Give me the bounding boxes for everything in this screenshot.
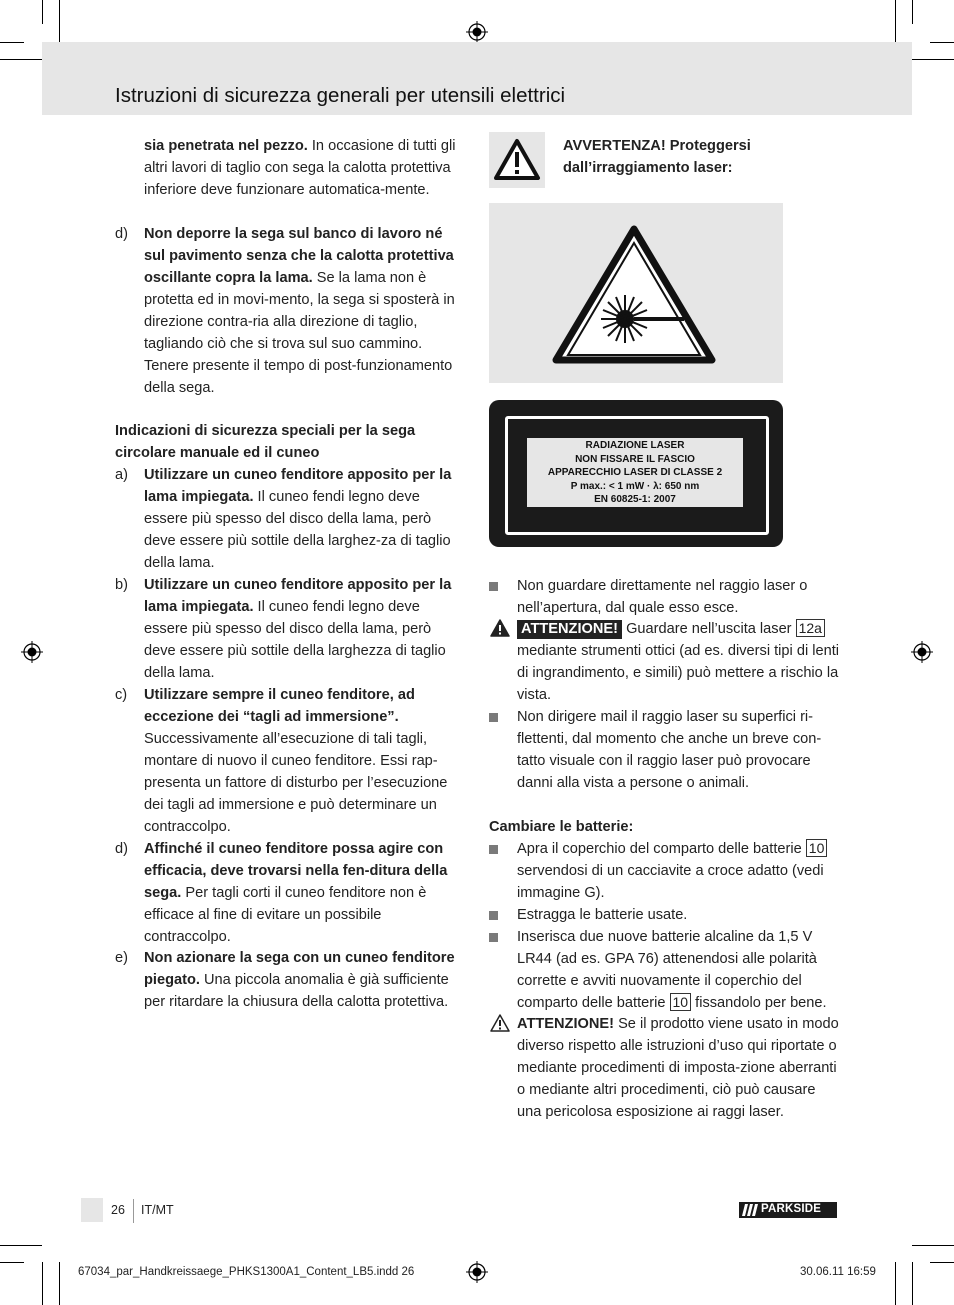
item-c — [144, 684, 466, 838]
item-text: Il cuneo fendi legno deve essere più spesso del disco della lama, però deve essere più sottile della larghez-za di taglio della lama. — [144, 489, 451, 571]
warning-heading: AVVERTENZA! Proteggersi dall’irraggiamento laser: — [563, 138, 751, 176]
laser-label-line: NON FISSARE IL FASCIO — [575, 453, 695, 465]
crop-mark — [42, 1262, 43, 1305]
laser-label-line: RADIAZIONE LASER — [585, 440, 685, 451]
item-bold: Affinché il cuneo fenditore possa agire con efficacia, deve trovarsi nella fen-ditura della sega. — [144, 841, 448, 901]
laser-bullet-2: Non dirigere mail il raggio laser su superfici ri-flettenti, dal momento che anche un breve con-tatto visuale con il raggio laser può provocare danni alla vista a persone o animali. — [517, 709, 822, 791]
warning-triangle-icon — [489, 132, 545, 188]
attention-paragraph-2 — [517, 1013, 839, 1123]
crop-mark — [0, 59, 42, 60]
laser-label-line: P max.: < 1 mW · λ: 650 nm — [570, 480, 700, 492]
intro-text: In occasione di tutti gli altri lavori di taglio con sega la calotta protettiva inferiore deve funzionare automatica-mente. — [144, 138, 456, 198]
laser-label-line: APPARECCHIO LASER DI CLASSE 2 — [547, 467, 723, 478]
attention-bold: ATTENZIONE! — [517, 1016, 615, 1032]
crop-mark — [930, 1262, 954, 1263]
item-bold: Utilizzare sempre il cuneo fenditore, ad eccezione dei “tagli ad immersione”. — [144, 687, 415, 725]
bullet-marker — [489, 713, 498, 722]
bullet-marker — [489, 582, 498, 591]
section-heading: Indicazioni di sicurezza speciali per la sega circolare manuale ed il cuneo — [115, 423, 416, 461]
intro-paragraph — [144, 135, 466, 201]
battery-step-1 — [517, 838, 842, 904]
item-bold: Non azionare la sega con un cuneo fenditore piegato. — [144, 950, 455, 988]
item-b — [144, 574, 466, 684]
crop-mark — [59, 1262, 60, 1305]
warning-icon-box — [489, 132, 545, 188]
laser-hazard-panel — [489, 203, 783, 383]
item-label: c) — [115, 687, 128, 703]
laser-label-text-box — [527, 438, 743, 507]
item-text: Se la lama non è protetta ed in movi-mento, la sega si sposterà in direzione contra-ria alla direzione di taglio, tagliando ciò che si trova sul suo cammino. Tenere presente il tempo di post-funzionamento della sega. — [144, 270, 455, 396]
step-text: Inserisca due nuove batterie alcaline da 1,5 V LR44 (ad es. GPA 76) attenendosi alle polarità corrette e avviti nuovamente il coperchio del comparto delle batterie — [517, 929, 817, 1011]
item-a — [144, 464, 466, 574]
crop-mark — [912, 1245, 954, 1246]
language-code: IT/MT — [141, 1203, 174, 1217]
item-bold: Utilizzare un cuneo fenditore apposito per la lama impiegata. — [144, 467, 452, 505]
item-label: d) — [115, 226, 128, 242]
battery-step-2: Estragga le batterie usate. — [517, 907, 688, 923]
bullet-marker — [489, 933, 498, 942]
registration-mark-icon — [466, 1261, 488, 1283]
item-d2 — [144, 838, 466, 948]
battery-step-3 — [517, 926, 842, 1014]
footer-divider — [133, 1199, 134, 1223]
part-ref: 10 — [670, 993, 692, 1011]
item-label: d) — [115, 841, 128, 857]
logo-stripes-icon — [742, 1204, 760, 1216]
laser-hazard-icon — [489, 203, 783, 383]
crop-mark — [59, 0, 60, 42]
item-label: b) — [115, 577, 128, 593]
laser-bullet-1: Non guardare direttamente nel raggio laser o nell’apertura, dal quale esso esce. — [517, 578, 808, 616]
intro-bold: sia penetrata nel pezzo. — [144, 138, 308, 154]
registration-mark-icon — [466, 21, 488, 43]
crop-mark — [930, 42, 954, 43]
step-text: fissandolo per bene. — [691, 995, 827, 1011]
laser-label-line: EN 60825-1: 2007 — [594, 494, 676, 505]
item-text: Il cuneo fendi legno deve essere più spesso del disco della lama, però deve essere più sottile della larghezza di taglio della lama. — [144, 599, 446, 681]
crop-mark — [0, 1262, 24, 1263]
attention-paragraph-1 — [517, 618, 842, 706]
bullet-marker — [489, 845, 498, 854]
crop-mark — [895, 0, 896, 42]
batteries-heading: Cambiare le batterie: — [489, 819, 634, 835]
part-ref: 12a — [796, 619, 825, 637]
attention-text: Guardare nell’uscita laser — [622, 621, 796, 637]
part-ref: 10 — [806, 839, 828, 857]
step-text: Apra il coperchio del comparto delle batterie — [517, 841, 806, 857]
registration-mark-icon — [21, 641, 43, 663]
registration-mark-icon — [911, 641, 933, 663]
attention-badge: ATTENZIONE! — [517, 620, 622, 639]
attention-triangle-icon — [489, 618, 511, 638]
crop-mark — [895, 1262, 896, 1305]
item-text: Per tagli corti il cuneo fenditore non è efficace al fine di evitare un possibile contraccolpo. — [144, 885, 427, 945]
item-bold: Non deporre la sega sul banco di lavoro né sul pavimento senza che la calotta protettiva oscillante copra la lama. — [144, 226, 454, 286]
date-slug: 30.06.11 16:59 — [800, 1266, 876, 1278]
page-title: Istruzioni di sicurezza generali per utensili elettrici — [115, 84, 566, 107]
crop-mark — [0, 42, 24, 43]
file-slug: 67034_par_Handkreissaege_PHKS1300A1_Content_LB5.indd 26 — [78, 1266, 415, 1278]
item-label: a) — [115, 467, 128, 483]
attention-triangle-outline-icon — [489, 1013, 511, 1033]
item-text: Una piccola anomalia è già sufficiente per ritardare la chiusura della calotta protettiva. — [144, 972, 449, 1010]
crop-mark — [0, 1245, 42, 1246]
attention-text: mediante strumenti ottici (ad es. diversi tipi di lenti di ingrandimento, e simili) può mettere a rischio la vista. — [517, 643, 840, 703]
item-d1 — [144, 223, 466, 399]
brand-name: PARKSIDE — [761, 1203, 822, 1215]
page-number: 26 — [111, 1203, 125, 1217]
crop-mark — [912, 59, 954, 60]
attention-text: Se il prodotto viene usato in modo diverso rispetto alle istruzioni d’uso qui riportate o mediante procedimenti di imposta-zione aberranti o mediante altri procedimenti, ciò può causare una pericolosa esposizione ai raggi laser. — [517, 1016, 839, 1120]
step-text: servendosi di un cacciavite a croce adatto (vedi immagine G). — [517, 863, 824, 901]
item-e — [144, 947, 466, 1013]
parkside-logo — [739, 1202, 837, 1218]
bullet-marker — [489, 911, 498, 920]
footer-tab — [81, 1198, 103, 1222]
crop-mark — [42, 0, 43, 24]
crop-mark — [912, 0, 913, 24]
item-label: e) — [115, 950, 128, 966]
crop-mark — [912, 1262, 913, 1305]
laser-label — [489, 400, 783, 547]
item-bold: Utilizzare un cuneo fenditore apposito per la lama impiegata. — [144, 577, 452, 615]
item-text: Successivamente all’esecuzione di tali tagli, montare di nuovo il cuneo fenditore. Essi rap-presenta un fattore di disturbo per l’esecuzione dei tagli ad immersione e può determinare un contraccolpo. — [144, 731, 448, 835]
